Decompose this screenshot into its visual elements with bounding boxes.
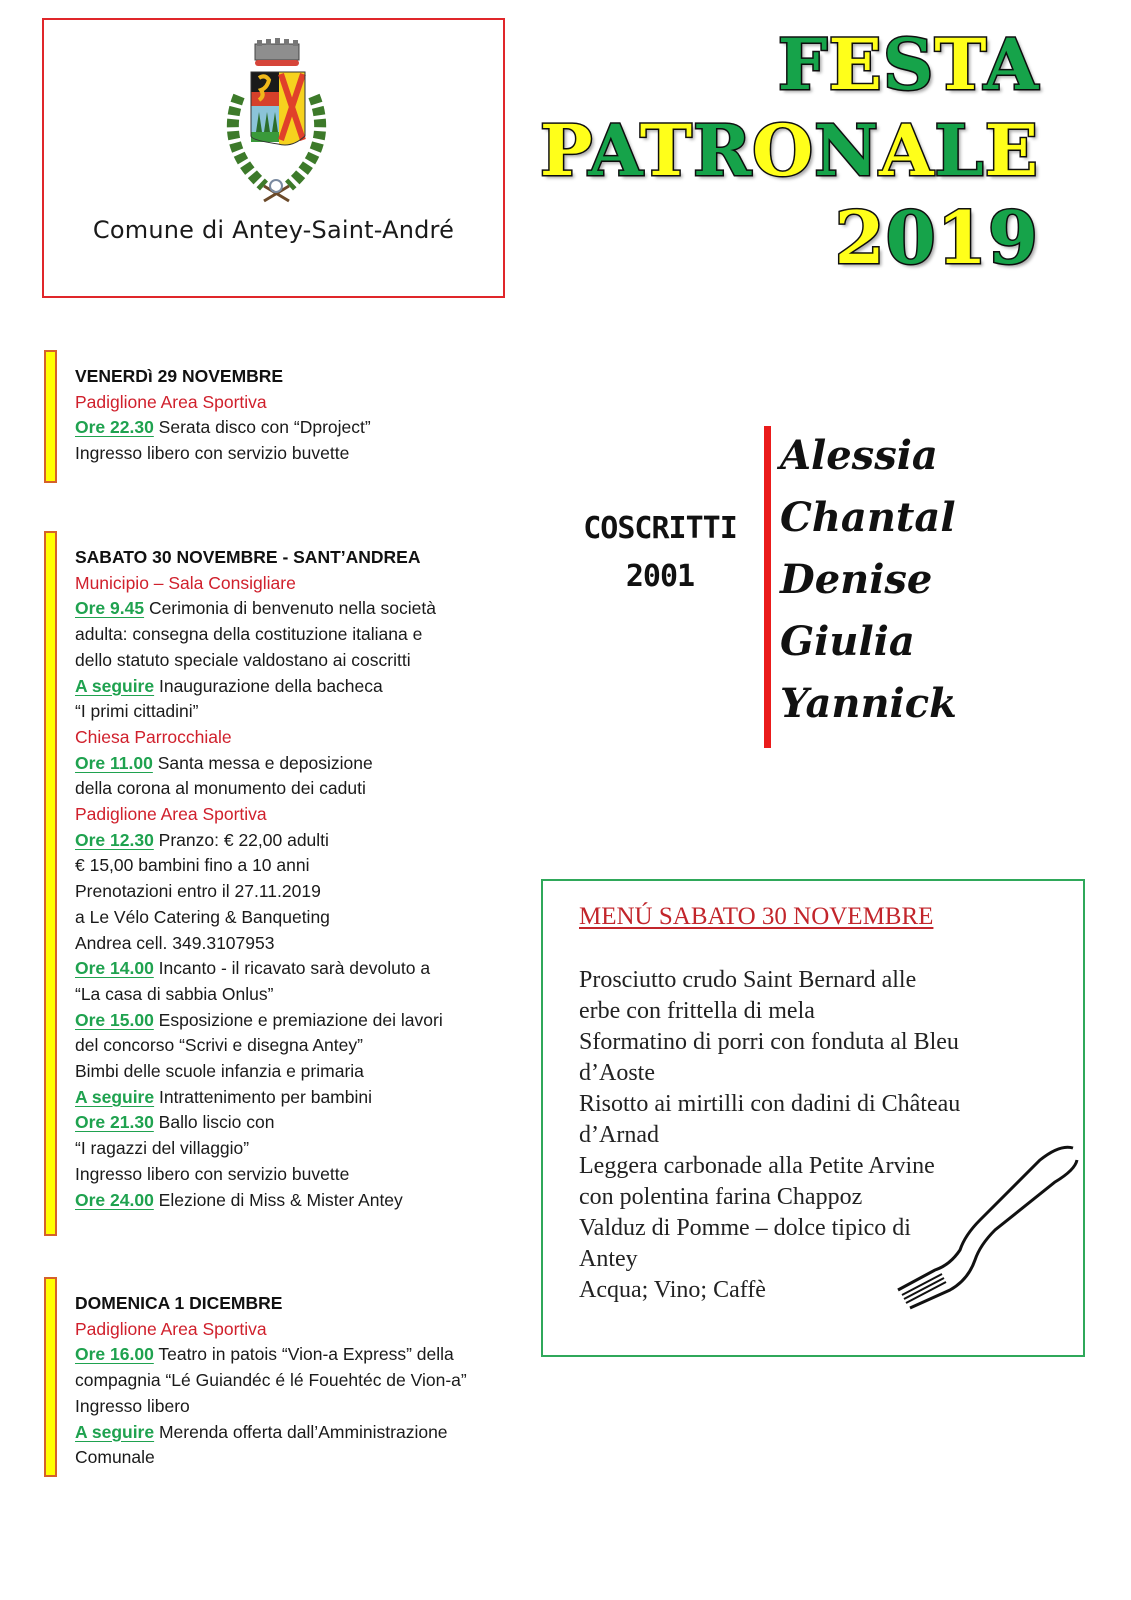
program-event-line (75, 1420, 467, 1446)
event-time: Ore 15.00 (75, 1009, 154, 1030)
menu-item: d’Arnad (579, 1122, 659, 1148)
program-event-line (75, 596, 443, 622)
program-text-line: Comunale (75, 1447, 155, 1468)
menu-item: Prosciutto crudo Saint Bernard alle (579, 967, 917, 993)
menu-item: Antey (579, 1246, 638, 1272)
title-line-year (540, 195, 1039, 280)
program-text-line: “I ragazzi del villaggio” (75, 1138, 250, 1159)
venue-name: Chiesa Parrocchiale (75, 726, 232, 747)
event-title (539, 23, 1039, 280)
program-text-line: Ingresso libero con servizio buvette (75, 1163, 350, 1184)
menu-item: Valduz di Pomme – dolce tipico di (579, 1215, 911, 1241)
title-letter: 0 (885, 195, 937, 280)
menu-item: Leggera carbonade alla Petite Arvine (579, 1153, 935, 1179)
program-text-line: dello statuto speciale valdostano ai coscritti (75, 649, 411, 670)
event-time: Ore 14.00 (75, 958, 154, 979)
title-letter: T (934, 23, 984, 106)
event-description: Inaugurazione della bacheca (154, 675, 383, 696)
event-description: Teatro in patois “Vion-a Express” della (153, 1344, 454, 1365)
event-time: Ore 21.30 (75, 1112, 154, 1133)
title-letter: O (752, 109, 815, 192)
event-time: Ore 24.00 (75, 1189, 154, 1210)
title-letter: E (984, 109, 1039, 192)
title-line-patronale (539, 109, 1039, 192)
event-time: Ore 22.30 (75, 417, 154, 438)
coscritto-name: Alessia (780, 432, 938, 479)
title-letter: S (882, 23, 935, 106)
venue-name: Padiglione Area Sportiva (75, 804, 267, 825)
title-letter: R (692, 109, 753, 192)
event-description: Santa messa e deposizione (152, 752, 373, 773)
event-description: Pranzo: € 22,00 adulti (153, 829, 329, 850)
program-event-line (75, 751, 443, 777)
municipality-name: Comune di Antey-Saint-André (92, 216, 455, 244)
title-letter: A (588, 109, 640, 192)
coscritto-name: Denise (780, 556, 933, 603)
venue-name: Municipio – Sala Consigliare (75, 572, 296, 593)
event-time: Ore 11.00 (75, 752, 153, 773)
coscritto-name: Yannick (780, 680, 957, 727)
program-text-line: “I primi cittadini” (75, 701, 199, 722)
coscritti-divider (764, 426, 771, 748)
program-text-line: € 15,00 bambini fino a 10 anni (75, 855, 310, 876)
venue-name: Padiglione Area Sportiva (75, 1318, 267, 1339)
program-text-line: Ingresso libero (75, 1395, 190, 1416)
event-time: A seguire (75, 1421, 155, 1442)
program-text-line: Prenotazioni entro il 27.11.2019 (75, 881, 321, 902)
event-description: Intrattenimento per bambini (154, 1086, 373, 1107)
program-text-line: Bimbi delle scuole infanzia e primaria (75, 1061, 364, 1082)
event-description: Merenda offerta dall’Amministrazione (154, 1421, 448, 1442)
event-description: Elezione di Miss & Mister Antey (153, 1189, 403, 1210)
coscritto-name: Chantal (780, 494, 956, 541)
title-letter: 1 (936, 195, 988, 280)
day-heading: VENERDì 29 NOVEMBRE (75, 366, 284, 386)
program-event-line (75, 1110, 443, 1136)
title-letter: E (828, 23, 883, 106)
program-event-line (75, 1342, 467, 1368)
menu-item: Sformatino di porri con fonduta al Bleu (579, 1029, 959, 1055)
title-letter: P (539, 109, 589, 192)
title-letter: 2 (834, 195, 886, 280)
program-event-line (75, 1008, 443, 1034)
title-letter: T (639, 109, 693, 192)
program-event-line (75, 1188, 443, 1214)
day-marker-bar (44, 350, 57, 483)
day-content (75, 1291, 467, 1471)
event-time: Ore 16.00 (75, 1344, 154, 1365)
venue-name: Padiglione Area Sportiva (75, 391, 267, 412)
event-description: Incanto - il ricavato sarà devoluto a (153, 958, 431, 979)
title-letter: F (777, 23, 829, 106)
event-description: Cerimonia di benvenuto nella società (144, 598, 436, 619)
municipality-logo-box (42, 18, 505, 298)
program-event-line (75, 674, 443, 700)
day-marker-bar (44, 531, 57, 1236)
event-description: Serata disco con “Dproject” (153, 417, 371, 438)
event-time: A seguire (75, 1086, 155, 1107)
event-description: Ballo liscio con (153, 1112, 275, 1133)
program-event-line (75, 956, 443, 982)
program-text-line: della corona al monumento dei caduti (75, 778, 366, 799)
program-text-line: Andrea cell. 349.3107953 (75, 932, 275, 953)
program-event-line (75, 415, 371, 441)
program-text-line: del concorso “Scrivi e disegna Antey” (75, 1035, 363, 1056)
program-text-line: adulta: consegna della costituzione italiana e (75, 624, 423, 645)
program-text-line: compagnia “Lé Guiandéc é lé Fouehtéc de Vion-a” (75, 1370, 467, 1391)
coscritti-names (780, 425, 957, 735)
menu-title: MENÚ SABATO 30 NOVEMBRE (579, 903, 934, 930)
title-line-festa (540, 23, 1039, 106)
coscritti-year: 2001 (625, 559, 695, 594)
program-text-line: a Le Vélo Catering & Banqueting (75, 906, 330, 927)
title-letter: L (934, 109, 985, 192)
coscritti-title: COSCRITTI (583, 511, 737, 546)
title-letter: N (814, 109, 880, 192)
menu-item: con polentina farina Chappoz (579, 1184, 863, 1210)
day-marker-bar (44, 1277, 57, 1477)
menu-item: Acqua; Vino; Caffè (579, 1277, 766, 1303)
title-letter: A (983, 23, 1039, 106)
title-letter: A (879, 109, 935, 192)
coscritti-label (570, 505, 750, 601)
day-heading: DOMENICA 1 DICEMBRE (75, 1293, 283, 1313)
program-text-line: Ingresso libero con servizio buvette (75, 443, 350, 464)
day-content (75, 545, 443, 1213)
coat-of-arms-icon (209, 36, 344, 206)
fork-icon (880, 1140, 1080, 1315)
day-content (75, 364, 371, 467)
event-description: Esposizione e premiazione dei lavori (153, 1009, 443, 1030)
coscritto-name: Giulia (780, 618, 915, 665)
event-time: A seguire (75, 675, 155, 696)
program-event-line (75, 828, 443, 854)
program-event-line (75, 1085, 443, 1111)
title-letter: 9 (987, 195, 1039, 280)
event-time: Ore 12.30 (75, 829, 154, 850)
event-time: Ore 9.45 (75, 598, 145, 619)
menu-item: erbe con frittella di mela (579, 998, 815, 1024)
program-text-line: “La casa di sabbia Onlus” (75, 983, 274, 1004)
menu-item: d’Aoste (579, 1060, 655, 1086)
day-heading: SABATO 30 NOVEMBRE - SANT’ANDREA (75, 547, 421, 567)
menu-item: Risotto ai mirtilli con dadini di Château (579, 1091, 961, 1117)
